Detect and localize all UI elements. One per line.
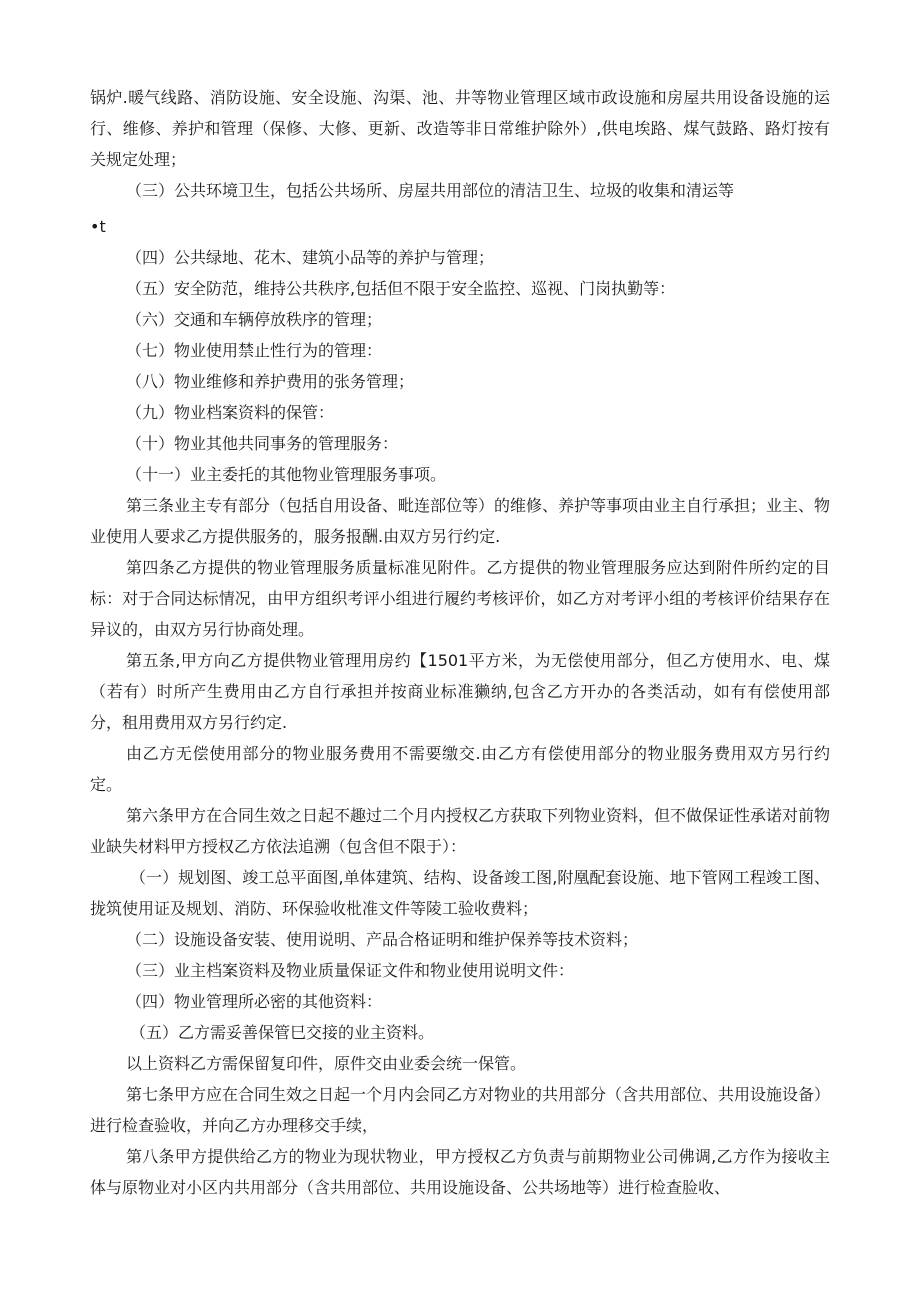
paragraph-article-3: 第三条业主专有部分（包括自用设备、毗连部位等）的维修、养护等事项由业主自行承担；业主、物业使用人要求乙方提供服务的，服务报酬.由双方另行约定. bbox=[90, 496, 831, 546]
paragraph-item-7: （七）物业使用禁止性行为的管理： bbox=[126, 341, 383, 360]
paragraph-article-5: 第五条,甲方向乙方提供物业管理用房约【1501平方米，为无偿使用部分，但乙方使用水、电、煤（若有）时所产生费用由乙方自行承担并按商业标准獭纳,包含乙方开办的各类活动，如有有偿使用部分，租用费用双方另行约定. bbox=[90, 651, 830, 732]
paragraph-article-4: 第四条乙方提供的物业管理服务质量标准见附件。乙方提供的物业管理服务应达到附件所约定的目标：对于合同达标情况，由甲方组织考评小组进行履约考核评价，如乙方对考评小组的考核评价结果存在异议的，由双方另行协商处理。 bbox=[90, 558, 830, 639]
paragraph-item-10: （十）物业其他共同事务的管理服务： bbox=[126, 434, 399, 453]
paragraph-article-5-note: 由乙方无偿使用部分的物业服务费用不需要缴交.由乙方有偿使用部分的物业服务费用双方另行约定。 bbox=[90, 744, 830, 794]
paragraph-item-3: （三）公共环境卫生，包括公共场所、房屋共用部位的清洁卫生、垃圾的收集和清运等 bbox=[126, 181, 735, 200]
paragraph-item-6: （六）交通和车辆停放秩序的管理； bbox=[126, 310, 383, 329]
paragraph-article-6-item-5: （五）乙方需妥善保管巳交接的业主资料。 bbox=[130, 1023, 435, 1042]
paragraph-continuation: 锅炉.暖气线路、消防设施、安全设施、沟渠、池、井等物业管理区域市政设施和房屋共用设备设施的运行、维修、养护和管理（保修、大修、更新、改造等非日常维护除外）,供电埃路、煤气鼓路、路灯按有关规定处理； bbox=[90, 88, 830, 169]
paragraph-article-6-item-4: （四）物业管理所必密的其他资料： bbox=[126, 992, 383, 1011]
paragraph-item-5: （五）安全防范，维持公共秩序,包括但不限于安全监控、巡视、门岗执勤等： bbox=[126, 279, 676, 298]
paragraph-article-6-item-3: （三）业主档案资料及物业质量保证文件和物业使用说明文件： bbox=[126, 961, 575, 980]
paragraph-article-6-note: 以上资料乙方需保留复印件，原件交由业委会统一保管。 bbox=[126, 1054, 527, 1073]
paragraph-article-6-item-2: （二）设施设备安装、使用说明、产品合格证明和维护保养等技术资料； bbox=[126, 930, 639, 949]
paragraph-stray-mark: •t bbox=[90, 217, 106, 236]
paragraph-article-7: 第七条甲方应在合同生效之日起一个月内会同乙方对物业的共用部分（含共用部位、共用设施设备）进行检查验收，并向乙方办理移交手续， bbox=[90, 1085, 831, 1135]
paragraph-item-4: （四）公共绿地、花木、建筑小品等的养护与管理； bbox=[126, 248, 495, 267]
paragraph-article-6: 第六条甲方在合同生效之日起不趣过二个月内授权乙方获取下列物业资料，但不做保证性承诺对前物业缺失材料甲方授权乙方依法追溯（包含但不限于）： bbox=[90, 806, 831, 856]
paragraph-article-6-item-1: （一）规划图、竣工总平面图,单体建筑、结构、设备竣工图,附凰配套设施、地下管网工程竣工图、拢筑使用证及规划、消防、环保验收枇准文件等陵工验收费料； bbox=[90, 868, 830, 918]
paragraph-item-8: （八）物业维修和养护费用的张务管理； bbox=[126, 372, 415, 391]
document-body bbox=[90, 82, 830, 1203]
paragraph-item-9: （九）物业档案资料的保管： bbox=[126, 403, 335, 422]
paragraph-item-11: （十一）业主委托的其他物业管理服务事项。 bbox=[126, 465, 447, 484]
paragraph-article-8: 第八条甲方提供给乙方的物业为现状物业，甲方授权乙方负责与前期物业公司佛调,乙方作为接收主体与原物业对小区内共用部分（含共用部位、共用设施设备、公共场地等）进行检查脸收、 bbox=[90, 1147, 830, 1197]
